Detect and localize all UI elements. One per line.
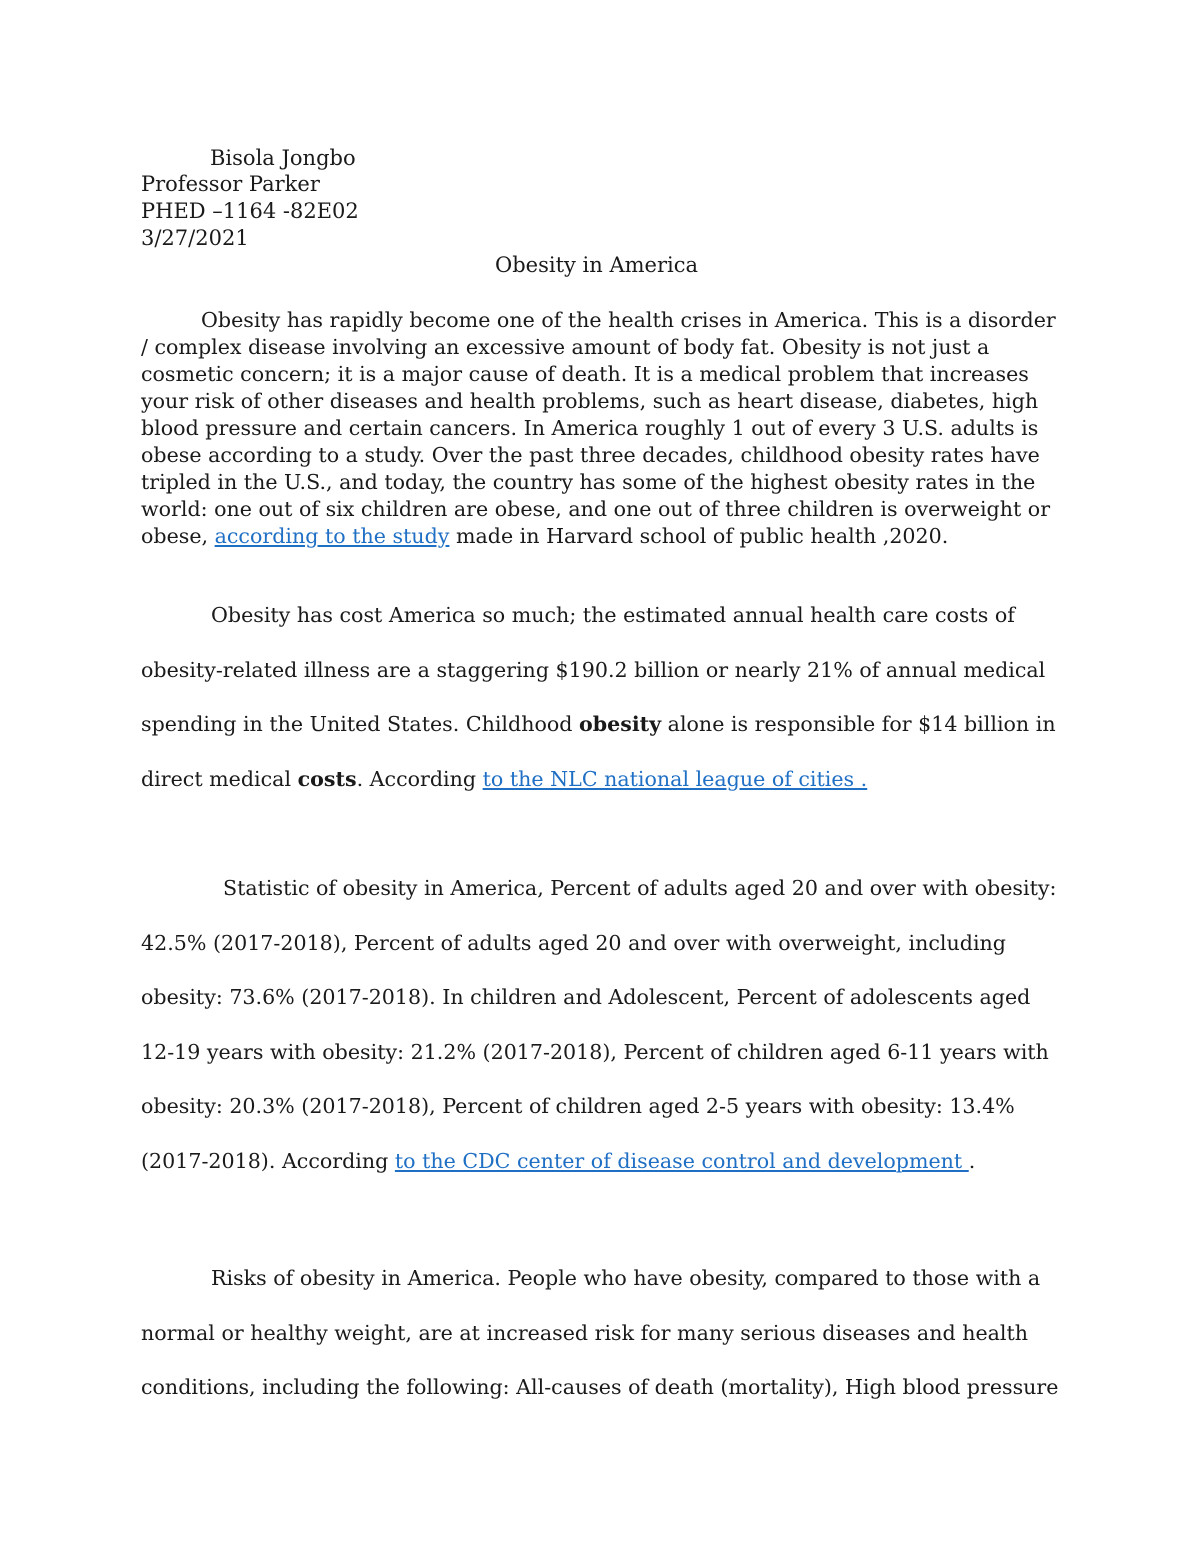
bold-obesity: obesity	[578, 712, 662, 736]
paragraph-risks	[141, 1251, 1061, 1415]
professor-name: Professor Parker	[141, 172, 320, 196]
paragraph-costs-text-3: . According	[356, 766, 483, 791]
paragraph-costs-text-2: alone is responsible for $14 billion in direct medical	[141, 712, 1056, 791]
harvard-study-link[interactable]: according to the study	[214, 524, 450, 548]
cdc-link[interactable]: to the CDC center of disease control and development	[394, 1148, 969, 1173]
bold-costs: costs	[297, 766, 357, 791]
course-code: PHED –1164 -82E02	[141, 199, 359, 223]
author-name: Bisola Jongbo	[210, 146, 356, 170]
paragraph-costs	[141, 588, 1061, 806]
document-title: Obesity in America	[494, 253, 699, 277]
paragraph-intro	[141, 307, 1061, 550]
paragraph-risks-text: Risks of obesity in America. People who have obesity, compared to those with a normal or healthy weight, are at increased risk for many serious diseases and health conditions, including the following: All-causes of death (mortality), High blood pressure	[141, 1266, 1059, 1399]
paragraph-statistics-tail: .	[968, 1148, 976, 1173]
paragraph-statistics	[141, 861, 1061, 1188]
nlc-link[interactable]: to the NLC national league of cities .	[482, 766, 868, 791]
paragraph-costs-text-1: Obesity has cost America so much; the estimated annual health care costs of obesity-related illness are a staggering $190.2 billion or nearly 21% of annual medical spending in the United States. Childhood	[141, 603, 1046, 736]
document-date: 3/27/2021	[141, 226, 249, 250]
paragraph-intro-tail: made in Harvard school of public health ,2020.	[449, 524, 949, 548]
paragraph-statistics-text: Statistic of obesity in America, Percent of adults aged 20 and over with obesity: 42.5% (2017-2018), Percent of adults aged 20 and over with overweight, including obesity: 73.6% (2017-2018). In children and Adolescent, Percent of adolescents aged 12-19 years with obesity: 21.2% (2017-2018), Percent of children aged 6-11 years with obesity: 20.3% (2017-2018), Percent of children aged 2-5 years with obesity: 13.4% (2017-2018). According	[141, 876, 1057, 1173]
paragraph-intro-text: Obesity has rapidly become one of the health crises in America. This is a disorder / complex disease involving an excessive amount of body fat. Obesity is not just a cosmetic concern; it is a major cause of death. It is a medical problem that increases your risk of other diseases and health problems, such as heart disease, diabetes, high blood pressure and certain cancers. In America roughly 1 out of every 3 U.S. adults is obese according to a study. Over the past three decades, childhood obesity rates have tripled in the U.S., and today, the country has some of the highest obesity rates in the world: one out of six children are obese, and one out of three children is overweight or obese,	[141, 308, 1056, 548]
